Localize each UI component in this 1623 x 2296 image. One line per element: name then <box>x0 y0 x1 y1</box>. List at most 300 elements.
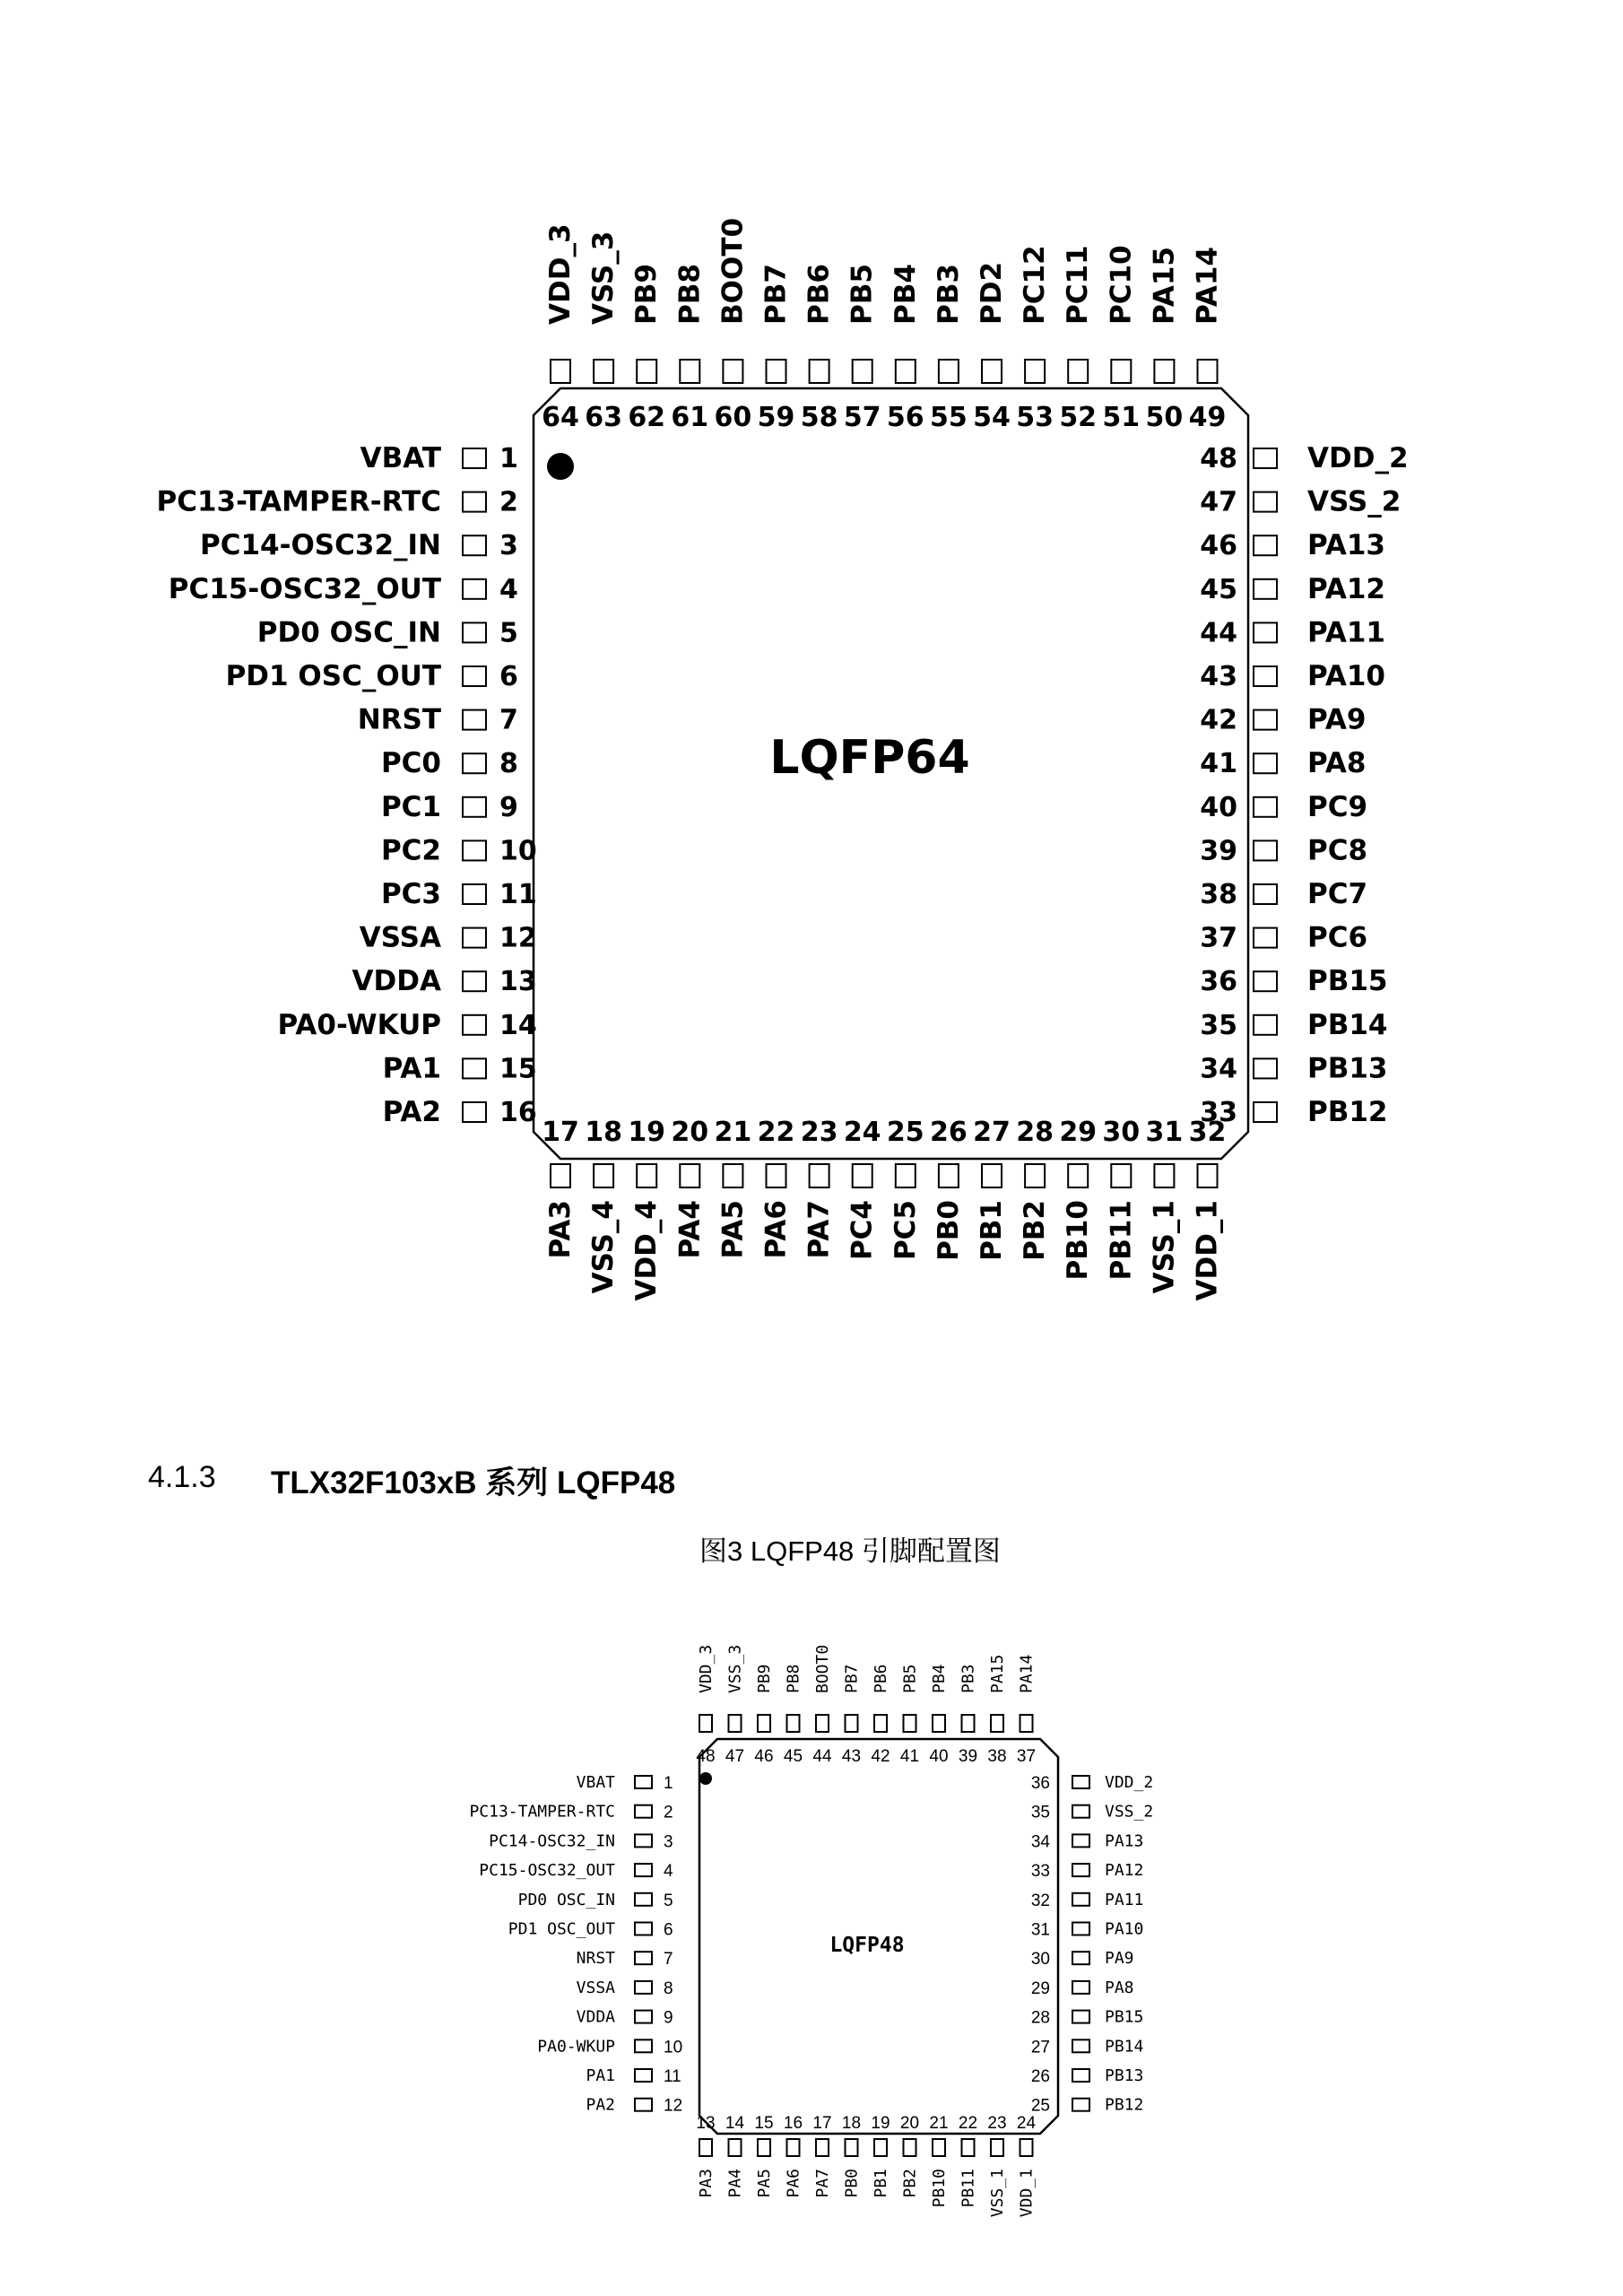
pin-number-29: 29 <box>1059 1117 1098 1148</box>
pin-name-pa5: PA5 <box>716 1200 750 1259</box>
pin-name-pc10: PC10 <box>1105 245 1138 325</box>
pin-lead-right <box>1072 2011 1089 2023</box>
pin-lead-left <box>635 1776 652 1788</box>
pin-lead-top <box>551 360 570 383</box>
pin-number-33: 33 <box>1030 1862 1050 1882</box>
pin-number-23: 23 <box>987 2114 1007 2133</box>
pin-lead-right <box>1254 928 1277 948</box>
pin-name-pb7: PB7 <box>842 1664 862 1693</box>
pin-name-pb1: PB1 <box>976 1200 1008 1261</box>
pin-number-54: 54 <box>973 402 1011 433</box>
pin-number-17: 17 <box>542 1117 579 1148</box>
pin-lead-right <box>1072 1923 1089 1935</box>
pin-number-34: 34 <box>1200 1053 1237 1085</box>
pin-lead-left <box>635 1834 652 1847</box>
pin-lead-top <box>680 360 699 383</box>
pin-lead-bottom <box>1025 1164 1045 1187</box>
pin-name-pd1-osc-out: PD1 OSC_OUT <box>225 660 441 692</box>
pin-name-pa15: PA15 <box>1148 246 1181 325</box>
pin-name-vss-1: VSS_1 <box>988 2169 1007 2218</box>
pin-number-13: 13 <box>499 966 537 998</box>
pin-name-pb8: PB8 <box>673 264 707 325</box>
pin-number-36: 36 <box>1200 966 1237 998</box>
pin-lead-right <box>1072 2039 1089 2052</box>
pin-name-pb4: PB4 <box>930 1664 949 1693</box>
pin-number-25: 25 <box>1030 2096 1050 2116</box>
pin-number-11: 11 <box>499 879 537 910</box>
pin-name-pb14: PB14 <box>1307 1008 1388 1041</box>
pin-number-23: 23 <box>800 1117 838 1148</box>
pin-lead-left <box>635 1805 652 1818</box>
pin-number-51: 51 <box>1102 402 1141 433</box>
pin-name-pb13: PB13 <box>1307 1052 1388 1085</box>
pin-number-4: 4 <box>499 573 518 605</box>
pin-number-18: 18 <box>841 2114 862 2133</box>
pin1-marker-dot <box>547 453 574 480</box>
pin-lead-top <box>896 360 916 383</box>
pin-name-pd1-osc-out: PD1 OSC_OUT <box>508 1919 615 1939</box>
pin-name-pa6: PA6 <box>759 1200 793 1259</box>
pin-number-20: 20 <box>899 2114 920 2133</box>
pin-lead-top <box>816 1715 829 1732</box>
pin-number-30: 30 <box>1102 1117 1141 1148</box>
pin-name-pc12: PC12 <box>1019 245 1052 325</box>
pin-name-pa3: PA3 <box>697 2169 716 2198</box>
pin-lead-right <box>1072 1981 1089 1994</box>
pin-number-15: 15 <box>754 2114 774 2133</box>
pin-number-4: 4 <box>664 1862 673 1882</box>
pin-lead-top <box>758 1715 770 1732</box>
pin-lead-right <box>1254 840 1277 860</box>
pin-name-pb14: PB14 <box>1105 2037 1144 2057</box>
pin-lead-top <box>991 1715 1003 1732</box>
pin-name-pb6: PB6 <box>872 1664 890 1693</box>
pin-number-27: 27 <box>973 1117 1011 1148</box>
pin-number-53: 53 <box>1016 402 1054 433</box>
pin-number-35: 35 <box>1030 1803 1050 1822</box>
pin-number-37: 37 <box>1016 1747 1037 1766</box>
pin-number-33: 33 <box>1200 1097 1237 1128</box>
pin-name-pb6: PB6 <box>803 264 836 325</box>
pin-name-pb7: PB7 <box>759 264 793 325</box>
pin-number-6: 6 <box>664 1920 673 1940</box>
figure-caption: 图3 LQFP48 引脚配置图 <box>699 1535 1001 1567</box>
pin-number-19: 19 <box>628 1117 666 1148</box>
pin-number-7: 7 <box>664 1950 673 1970</box>
pin-number-62: 62 <box>628 402 666 433</box>
pin-lead-bottom <box>1068 1164 1088 1187</box>
pin-lead-top <box>982 360 1002 383</box>
pin-lead-left <box>463 1058 486 1078</box>
pin-number-5: 5 <box>664 1891 673 1910</box>
pin-lead-bottom <box>991 2139 1003 2156</box>
pin-lead-bottom <box>758 2139 770 2156</box>
pin-lead-top <box>1111 360 1131 383</box>
pin-name-vdda: VDDA <box>576 2007 615 2027</box>
pin-number-61: 61 <box>671 402 709 433</box>
pin-name-pd0-osc-in: PD0 OSC_IN <box>256 616 441 649</box>
pin-lead-left <box>463 1102 486 1122</box>
pin-number-1: 1 <box>664 1774 673 1793</box>
pin-name-pa7: PA7 <box>813 2169 832 2198</box>
pin-lead-top <box>810 360 829 383</box>
pin-name-vss-3: VSS_3 <box>587 230 621 325</box>
pin-name-pa10: PA10 <box>1105 1919 1144 1939</box>
pin-number-47: 47 <box>1200 486 1237 518</box>
pin-name-pc8: PC8 <box>1307 834 1368 867</box>
pin-lead-left <box>635 2069 652 2082</box>
package-label: LQFP48 <box>829 1934 905 1957</box>
pin-lead-right <box>1254 1015 1277 1035</box>
pin-number-64: 64 <box>542 402 579 433</box>
pin-number-45: 45 <box>1200 573 1237 605</box>
pin-lead-left <box>635 2099 652 2111</box>
pin-number-48: 48 <box>1200 443 1237 474</box>
pin-name-pd0-osc-in: PD0 OSC_IN <box>517 1890 615 1909</box>
pin-number-22: 22 <box>757 1117 795 1148</box>
pin-lead-left <box>463 971 486 991</box>
pin-lead-left <box>635 1981 652 1994</box>
pin-name-pb15: PB15 <box>1307 965 1388 998</box>
pin-name-pc14-osc32-in: PC14-OSC32_IN <box>489 1831 615 1851</box>
pin-name-pa12: PA12 <box>1105 1861 1144 1881</box>
pin-name-pb13: PB13 <box>1105 2066 1144 2085</box>
pin-lead-top <box>1154 360 1174 383</box>
pin-name-pa7: PA7 <box>803 1200 836 1259</box>
pin-number-16: 16 <box>499 1097 537 1128</box>
pin-number-31: 31 <box>1145 1117 1184 1148</box>
pin-number-42: 42 <box>871 1747 890 1766</box>
pin-lead-top <box>846 1715 858 1732</box>
pin-name-pb15: PB15 <box>1105 2007 1144 2027</box>
pin-name-vbat: VBAT <box>360 442 441 474</box>
pin-number-28: 28 <box>1016 1117 1054 1148</box>
pin-name-vssa: VSSA <box>359 921 441 954</box>
pin-lead-top <box>933 1715 945 1732</box>
pin-lead-bottom <box>729 2139 742 2156</box>
pin-name-pb11: PB11 <box>1105 1200 1138 1281</box>
pin-name-pc6: PC6 <box>1307 921 1368 954</box>
pin-name-pb9: PB9 <box>755 1664 774 1693</box>
pin-lead-bottom <box>810 1164 829 1187</box>
pin-lead-right <box>1254 492 1277 512</box>
pin-lead-top <box>1068 360 1088 383</box>
pin-name-pa1: PA1 <box>586 2066 615 2085</box>
pin-name-pa2: PA2 <box>382 1096 441 1128</box>
pin-name-pa14: PA14 <box>1017 1654 1037 1693</box>
pin-number-41: 41 <box>1200 748 1237 780</box>
pin-number-20: 20 <box>671 1117 709 1148</box>
pin-name-pa11: PA11 <box>1307 616 1386 649</box>
pin-name-pc1: PC1 <box>380 790 441 823</box>
pin-lead-left <box>463 579 486 599</box>
pin-name-pa1: PA1 <box>382 1052 441 1085</box>
pin-number-43: 43 <box>841 1747 862 1766</box>
pin-number-24: 24 <box>843 1117 881 1148</box>
pin-number-34: 34 <box>1030 1832 1050 1852</box>
pin-lead-bottom <box>637 1164 656 1187</box>
pin-lead-right <box>1072 1864 1089 1876</box>
pin-name-pa0-wkup: PA0-WKUP <box>537 2037 615 2057</box>
pin-name-pc0: PC0 <box>380 747 441 780</box>
pin-lead-bottom <box>939 1164 959 1187</box>
pin-number-63: 63 <box>585 402 622 433</box>
pin-number-7: 7 <box>499 704 518 736</box>
pin-lead-left <box>635 1952 652 1964</box>
pin-lead-bottom <box>787 2139 800 2156</box>
pin-name-pb12: PB12 <box>1307 1096 1388 1128</box>
pin-lead-left <box>463 622 486 642</box>
pin-name-pa13: PA13 <box>1307 529 1386 562</box>
pin-name-pa6: PA6 <box>784 2169 803 2198</box>
pin-number-2: 2 <box>664 1803 673 1822</box>
pin-name-vss-4: VSS_4 <box>587 1200 621 1294</box>
pin-name-pa4: PA4 <box>725 2169 745 2198</box>
pin-lead-right <box>1072 2069 1089 2082</box>
pin-name-boot0: BOOT0 <box>716 217 750 325</box>
pin-name-pa11: PA11 <box>1105 1890 1144 1909</box>
pin-name-boot0: BOOT0 <box>813 1644 832 1693</box>
pin-lead-top <box>1020 1715 1033 1732</box>
pin-name-vss-3: VSS_3 <box>725 1644 745 1693</box>
pin-name-pa3: PA3 <box>544 1200 577 1259</box>
pin-name-vdd-4: VDD_4 <box>630 1200 664 1301</box>
pin-lead-bottom <box>896 1164 916 1187</box>
pin-name-pc11: PC11 <box>1062 245 1095 325</box>
pin-lead-left <box>463 928 486 948</box>
pin-number-40: 40 <box>929 1747 949 1766</box>
package-label: LQFP64 <box>769 731 970 785</box>
pin-lead-top <box>1025 360 1045 383</box>
pin-number-19: 19 <box>871 2114 890 2133</box>
pin-lead-right <box>1072 1952 1089 1964</box>
pin-name-pc5: PC5 <box>889 1200 922 1261</box>
pin-name-pb11: PB11 <box>959 2169 978 2208</box>
pin-lead-left <box>463 448 486 468</box>
pin-number-3: 3 <box>664 1832 673 1852</box>
pin-lead-left <box>463 1015 486 1035</box>
pin-number-18: 18 <box>585 1117 622 1148</box>
pin-number-55: 55 <box>930 402 968 433</box>
pin-name-pb12: PB12 <box>1105 2095 1144 2115</box>
pin-lead-top <box>904 1715 916 1732</box>
pin-lead-left <box>635 1864 652 1876</box>
pin-name-pa8: PA8 <box>1105 1978 1134 1997</box>
pin-lead-top <box>637 360 656 383</box>
pin-lead-left <box>463 666 486 686</box>
pin-lead-bottom <box>1198 1164 1218 1187</box>
pin-name-vdd-3: VDD_3 <box>544 223 577 325</box>
pin-lead-top <box>939 360 959 383</box>
pin-number-44: 44 <box>812 1747 832 1766</box>
pin-number-10: 10 <box>499 835 537 867</box>
pin-lead-top <box>729 1715 742 1732</box>
pin-number-16: 16 <box>783 2114 803 2133</box>
pin-name-pd2: PD2 <box>976 261 1008 325</box>
pin-name-pc13-tamper-rtc: PC13-TAMPER-RTC <box>156 485 441 518</box>
pin-lead-bottom <box>767 1164 786 1187</box>
pin-number-39: 39 <box>1200 835 1237 867</box>
pin-number-48: 48 <box>696 1747 716 1766</box>
pin-lead-bottom <box>551 1164 570 1187</box>
pin-number-8: 8 <box>499 748 518 780</box>
pin-number-37: 37 <box>1200 922 1237 954</box>
pin-lead-right <box>1254 797 1277 817</box>
pin-name-pa12: PA12 <box>1307 572 1386 605</box>
pin-lead-right <box>1254 1102 1277 1122</box>
pin-lead-left <box>635 1923 652 1935</box>
pin-number-9: 9 <box>664 2008 673 2028</box>
pin-lead-right <box>1254 1058 1277 1078</box>
pin-name-vdd-2: VDD_2 <box>1105 1773 1154 1792</box>
pin-name-pa4: PA4 <box>673 1200 707 1259</box>
pin-name-pb3: PB3 <box>932 264 965 325</box>
pin-lead-right <box>1254 579 1277 599</box>
pin-lead-left <box>463 753 486 773</box>
pin-number-42: 42 <box>1200 704 1237 736</box>
pin-lead-left <box>463 840 486 860</box>
pin-number-10: 10 <box>664 2038 683 2057</box>
pin-lead-bottom <box>1020 2139 1033 2156</box>
pin-number-27: 27 <box>1030 2038 1050 2057</box>
pin-number-59: 59 <box>757 402 795 433</box>
pin-name-pa0-wkup: PA0-WKUP <box>277 1008 441 1041</box>
pin-number-6: 6 <box>499 661 518 692</box>
pin-number-52: 52 <box>1059 402 1098 433</box>
pin-lead-right <box>1072 1893 1089 1906</box>
pin-name-vbat: VBAT <box>576 1773 615 1792</box>
pin-lead-right <box>1254 710 1277 730</box>
pin-name-pa2: PA2 <box>586 2095 615 2115</box>
pin-name-pa13: PA13 <box>1105 1831 1144 1851</box>
pin-name-vssa: VSSA <box>576 1978 615 1997</box>
pin-name-pb9: PB9 <box>630 264 664 325</box>
pin-number-1: 1 <box>499 443 518 474</box>
pin-lead-bottom <box>680 1164 699 1187</box>
pin-lead-left <box>463 884 486 904</box>
pin-lead-left <box>463 492 486 512</box>
pin-number-17: 17 <box>812 2114 832 2133</box>
pin-name-pb5: PB5 <box>900 1664 920 1693</box>
pin-lead-top <box>594 360 613 383</box>
pin-lead-top <box>699 1715 712 1732</box>
pin-name-pc13-tamper-rtc: PC13-TAMPER-RTC <box>469 1802 615 1822</box>
pin-lead-top <box>723 360 742 383</box>
pin-name-pb1: PB1 <box>872 2169 890 2198</box>
pin-lead-left <box>635 1893 652 1906</box>
pin-number-60: 60 <box>714 402 752 433</box>
pin-name-pb2: PB2 <box>1019 1200 1052 1261</box>
pin-number-21: 21 <box>929 2114 949 2133</box>
pin-number-32: 32 <box>1188 1117 1227 1148</box>
pin-lead-top <box>853 360 872 383</box>
pin-lead-left <box>635 2011 652 2023</box>
pin-number-39: 39 <box>958 1747 978 1766</box>
pin-number-14: 14 <box>499 1009 537 1041</box>
pin-number-45: 45 <box>783 1747 803 1766</box>
pin-group <box>469 1645 1153 2217</box>
section-number: 4.1.3 <box>148 1460 216 1494</box>
pin-number-14: 14 <box>725 2114 745 2133</box>
pin-name-vdd-1: VDD_1 <box>1191 1200 1224 1301</box>
pin-number-26: 26 <box>1030 2067 1050 2086</box>
pin-number-24: 24 <box>1016 2114 1037 2133</box>
pin-name-pb10: PB10 <box>1062 1200 1095 1281</box>
pin-number-46: 46 <box>754 1747 774 1766</box>
pin-number-12: 12 <box>499 922 537 954</box>
pin-lead-bottom <box>816 2139 829 2156</box>
pin-lead-bottom <box>904 2139 916 2156</box>
pin-number-40: 40 <box>1200 791 1237 823</box>
pin-name-vdd-3: VDD_3 <box>697 1644 716 1693</box>
pin-lead-top <box>787 1715 800 1732</box>
pin-number-36: 36 <box>1030 1774 1050 1793</box>
pin-name-pb3: PB3 <box>959 1664 978 1693</box>
pin-number-30: 30 <box>1030 1950 1050 1970</box>
pin-number-5: 5 <box>499 617 518 649</box>
pin-lead-right <box>1254 884 1277 904</box>
pin-number-28: 28 <box>1030 2008 1050 2028</box>
pin-number-46: 46 <box>1200 530 1237 562</box>
pin-name-pc7: PC7 <box>1307 878 1368 910</box>
pin-lead-bottom <box>1154 1164 1174 1187</box>
pin-number-56: 56 <box>886 402 924 433</box>
pin-lead-right <box>1072 1805 1089 1818</box>
pin-name-pb0: PB0 <box>842 2169 862 2198</box>
pin-name-pc15-osc32-out: PC15-OSC32_OUT <box>479 1861 615 1881</box>
pin-lead-bottom <box>874 2139 887 2156</box>
lqfp48-pinout-diagram <box>0 1632 1623 2278</box>
pin-number-3: 3 <box>499 530 518 562</box>
pin-name-vss-2: VSS_2 <box>1307 485 1402 518</box>
pin-number-58: 58 <box>800 402 838 433</box>
pin-number-13: 13 <box>696 2114 716 2133</box>
pin-name-vss-2: VSS_2 <box>1105 1802 1154 1822</box>
pin-name-nrst: NRST <box>576 1949 615 1969</box>
pin-lead-bottom <box>962 2139 975 2156</box>
pin-lead-bottom <box>853 1164 872 1187</box>
pin-number-41: 41 <box>899 1747 920 1766</box>
pin-lead-bottom <box>594 1164 613 1187</box>
pin-number-32: 32 <box>1030 1891 1050 1910</box>
pin-number-49: 49 <box>1188 402 1227 433</box>
pin-number-11: 11 <box>664 2067 681 2086</box>
pin-lead-bottom <box>982 1164 1002 1187</box>
pin-lead-right <box>1254 666 1277 686</box>
pin-name-vss-1: VSS_1 <box>1148 1200 1181 1294</box>
pin-number-9: 9 <box>499 791 518 823</box>
pin-name-pa5: PA5 <box>755 2169 774 2198</box>
pin-number-35: 35 <box>1200 1009 1237 1041</box>
pin-lead-left <box>635 2039 652 2052</box>
pin-name-pb4: PB4 <box>889 264 922 325</box>
pin-name-pb5: PB5 <box>846 264 879 325</box>
pin-lead-right <box>1072 1776 1089 1788</box>
pin-lead-left <box>463 710 486 730</box>
pin-lead-right <box>1254 535 1277 555</box>
pin-name-pa10: PA10 <box>1307 660 1386 692</box>
pin-number-44: 44 <box>1200 617 1237 649</box>
pin-number-15: 15 <box>499 1053 537 1085</box>
pin-lead-top <box>767 360 786 383</box>
pin-name-pc2: PC2 <box>380 834 441 867</box>
pin-number-47: 47 <box>725 1747 745 1766</box>
pin-lead-right <box>1072 1834 1089 1847</box>
pin-lead-right <box>1254 753 1277 773</box>
pin-name-pa9: PA9 <box>1105 1949 1134 1969</box>
pin-lead-bottom <box>699 2139 712 2156</box>
pin-lead-right <box>1254 622 1277 642</box>
